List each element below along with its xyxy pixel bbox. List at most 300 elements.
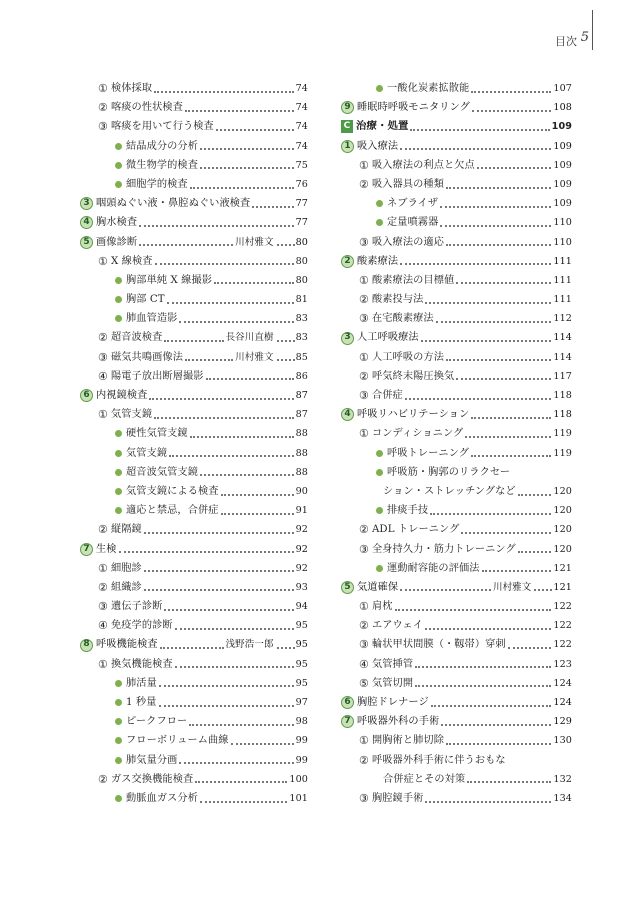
bullet-dot-icon — [115, 507, 122, 514]
section-number-badge: 9 — [341, 101, 354, 114]
dot-leader — [169, 455, 293, 457]
toc-section-entry[interactable] — [341, 578, 572, 597]
entry-title: 生検 — [96, 543, 117, 555]
entry-page-number: 117 — [553, 370, 572, 382]
entry-title: ピークフロー — [126, 716, 188, 728]
dot-leader — [189, 724, 293, 726]
dot-leader — [425, 801, 551, 803]
toc-entry[interactable] — [341, 789, 572, 808]
entry-page-number: 94 — [295, 601, 308, 613]
toc-entry[interactable] — [341, 367, 572, 386]
entry-title: 結晶成分の分析 — [126, 140, 199, 152]
entry-title: 胸水検査 — [96, 217, 138, 229]
bullet-dot-icon — [115, 757, 122, 764]
toc-entry[interactable] — [80, 328, 308, 347]
dot-leader — [467, 781, 551, 783]
dot-leader — [395, 609, 552, 611]
dot-leader — [179, 762, 293, 764]
entry-title: 合併症 — [371, 390, 403, 401]
dot-leader — [144, 570, 294, 572]
dot-leader — [221, 513, 294, 515]
entry-title: 輪状甲状間膜（・靱帯）穿刺 — [371, 639, 506, 651]
subsection-number: ③ — [359, 791, 369, 805]
dot-leader — [190, 187, 294, 189]
entry-page-number: 120 — [553, 485, 572, 497]
entry-title: 細胞学的検査 — [126, 178, 188, 190]
toc-section-entry[interactable] — [80, 540, 308, 559]
bullet-dot-icon — [115, 795, 122, 802]
entry-title: 呼気終末陽圧換気 — [371, 370, 455, 382]
entry-title: 超音波気管支鏡 — [126, 466, 199, 478]
running-header-title: 目次 — [555, 35, 577, 48]
entry-page-number: 97 — [295, 697, 308, 708]
dot-leader — [167, 302, 294, 304]
entry-page-number: 83 — [295, 332, 308, 344]
subsection-number: ① — [359, 273, 369, 287]
dot-leader — [415, 685, 551, 687]
subsection-number: ① — [359, 427, 369, 441]
section-number-badge: 8 — [80, 639, 93, 652]
section-number-badge: 4 — [341, 408, 354, 421]
entry-title: ガス交換機能検査 — [110, 773, 194, 785]
entry-page-number: 122 — [553, 639, 572, 651]
dot-leader — [119, 551, 294, 553]
toc-category-entry[interactable] — [341, 117, 572, 136]
section-number-badge: 5 — [341, 581, 354, 594]
dot-leader — [200, 801, 287, 803]
entry-page-number: 88 — [295, 466, 308, 478]
entry-page-number: 92 — [295, 524, 308, 536]
toc-entry[interactable] — [80, 597, 308, 616]
toc-entry[interactable] — [341, 482, 572, 501]
subsection-number: ③ — [359, 235, 369, 249]
subsection-number: ④ — [359, 657, 369, 671]
entry-page-number: 129 — [553, 716, 572, 728]
toc-entry[interactable] — [80, 751, 308, 770]
entry-page-number: 83 — [295, 313, 308, 325]
toc-section-entry[interactable] — [341, 405, 572, 424]
toc-entry[interactable] — [341, 540, 572, 559]
toc-entry[interactable] — [80, 693, 308, 712]
dot-leader — [415, 666, 551, 668]
entry-title: 気管挿管 — [371, 658, 414, 670]
subsection-number: ① — [98, 82, 108, 95]
entry-page-number: 92 — [295, 543, 308, 555]
entry-title: 免疫学的診断 — [110, 620, 173, 632]
toc-entry[interactable] — [341, 79, 572, 98]
toc-entry[interactable] — [341, 348, 572, 367]
toc-entry[interactable] — [80, 712, 308, 731]
entry-title: 胸腔ドレナージ — [357, 697, 429, 708]
subsection-number: ④ — [98, 369, 108, 383]
dot-leader — [400, 589, 491, 591]
entry-page-number: 120 — [553, 505, 572, 517]
dot-leader — [471, 417, 551, 419]
toc-entry[interactable] — [341, 597, 572, 616]
dot-leader — [231, 743, 294, 745]
entry-page-number: 98 — [295, 716, 308, 728]
subsection-number: ② — [359, 753, 369, 767]
entry-page-number: 121 — [553, 562, 572, 574]
section-number-badge: 7 — [80, 543, 93, 556]
toc-entry[interactable] — [341, 520, 572, 539]
toc-entry[interactable] — [80, 789, 308, 808]
dot-leader — [185, 359, 233, 361]
toc-entry[interactable] — [80, 405, 308, 424]
entry-title: 胸部単純 X 線撮影 — [126, 274, 213, 286]
entry-title: 運動耐容能の評価法 — [387, 562, 480, 574]
entry-page-number: 88 — [295, 447, 308, 459]
entry-title: 全身持久力・筋力トレーニング — [371, 543, 516, 555]
bullet-dot-icon — [376, 85, 383, 92]
bullet-dot-icon — [376, 507, 383, 514]
dot-leader — [446, 244, 551, 246]
entry-title: 治療・処置 — [356, 120, 409, 133]
entry-title: 酸素投与法 — [371, 294, 424, 306]
toc-section-entry[interactable] — [341, 98, 572, 117]
dot-leader — [164, 609, 293, 611]
toc-entry[interactable] — [80, 463, 308, 482]
toc-entry[interactable] — [341, 655, 572, 674]
dot-leader — [441, 724, 551, 726]
entry-page-number: 124 — [553, 697, 572, 708]
entry-page-number: 109 — [551, 121, 572, 133]
toc-entry[interactable] — [80, 79, 308, 98]
entry-title: コンディショニング — [371, 428, 464, 440]
entry-title: フローボリューム曲線 — [126, 735, 229, 747]
bullet-dot-icon — [376, 469, 383, 476]
toc-entry[interactable] — [80, 731, 308, 750]
dot-leader — [431, 705, 552, 707]
subsection-number: ① — [98, 561, 108, 575]
subsection-number: ③ — [359, 389, 369, 402]
entry-author: 長谷川直樹 — [225, 332, 274, 344]
toc-entry[interactable] — [80, 655, 308, 674]
entry-title: 遺伝子診断 — [110, 601, 163, 613]
header-rule — [592, 10, 593, 50]
entry-title: 動脈血ガス分析 — [126, 792, 199, 804]
dot-leader — [206, 378, 294, 380]
toc-entry[interactable] — [80, 559, 308, 578]
section-number-badge: 1 — [341, 140, 354, 153]
dot-leader — [534, 589, 552, 591]
entry-title: 胸部 CT — [126, 294, 165, 306]
entry-page-number: 109 — [553, 198, 572, 210]
entry-page-number: 120 — [553, 543, 572, 555]
entry-title: 喀痰の性状検査 — [110, 102, 183, 114]
dot-leader — [200, 474, 294, 476]
section-number-badge: 2 — [341, 255, 354, 268]
entry-page-number: 99 — [295, 735, 308, 747]
toc-entry[interactable] — [80, 271, 308, 290]
toc-entry[interactable] — [341, 424, 572, 443]
dot-leader — [160, 647, 224, 649]
entry-page-number: 74 — [295, 83, 308, 94]
entry-title: 適応と禁忌，合併症 — [126, 505, 219, 517]
dot-leader — [277, 359, 295, 361]
section-number-badge: 5 — [80, 236, 93, 249]
toc-entry[interactable] — [80, 367, 308, 386]
entry-title: 呼吸器外科手術に伴うおもな — [371, 754, 506, 766]
subsection-number: ② — [98, 101, 108, 115]
bullet-dot-icon — [115, 718, 122, 725]
entry-title: 在宅酸素療法 — [371, 313, 434, 325]
entry-title: 呼吸リハビリテーション — [357, 409, 470, 421]
toc-entry[interactable] — [80, 578, 308, 597]
entry-page-number: 92 — [295, 562, 308, 574]
toc-section-entry[interactable] — [80, 233, 308, 252]
entry-title: 肺活量 — [126, 677, 157, 689]
toc-entry[interactable] — [341, 213, 572, 232]
subsection-number: ① — [98, 254, 108, 268]
entry-title: 気管支鏡による検査 — [126, 485, 219, 497]
entry-title: 合併症とその対策 — [383, 773, 466, 785]
dot-leader — [456, 378, 551, 380]
entry-title: ネブライザ — [387, 198, 439, 210]
toc-entry[interactable] — [341, 559, 572, 578]
toc-entry[interactable] — [80, 674, 308, 693]
subsection-number: ② — [359, 619, 369, 633]
entry-title: 気管切開 — [371, 677, 414, 689]
toc-entry[interactable] — [341, 290, 572, 309]
entry-page-number: 77 — [295, 198, 308, 210]
entry-title: 呼吸器外科の手術 — [357, 716, 440, 728]
dot-leader — [482, 570, 552, 572]
toc-entry[interactable] — [341, 731, 572, 750]
subsection-number: ② — [98, 580, 108, 594]
toc-entry[interactable] — [80, 175, 308, 194]
dot-leader — [139, 244, 233, 246]
dot-leader — [400, 263, 551, 265]
dot-leader — [195, 781, 287, 783]
entry-page-number: 118 — [553, 409, 572, 421]
subsection-number: ② — [98, 523, 108, 537]
entry-page-number: 132 — [553, 773, 572, 785]
dot-leader — [405, 398, 552, 400]
dot-leader — [214, 282, 294, 284]
entry-page-number: 118 — [553, 390, 572, 401]
bullet-dot-icon — [115, 699, 122, 706]
entry-page-number: 95 — [295, 677, 308, 689]
subsection-number: ③ — [359, 638, 369, 652]
bullet-dot-icon — [115, 162, 122, 169]
toc-entry[interactable] — [341, 463, 572, 482]
toc-entry[interactable] — [341, 751, 572, 770]
toc-section-entry[interactable] — [80, 213, 308, 232]
toc-entry[interactable] — [80, 98, 308, 117]
section-number-badge: 7 — [341, 715, 354, 728]
subsection-number: ③ — [359, 312, 369, 326]
entry-page-number: 123 — [553, 658, 572, 670]
entry-title: X 線検査 — [110, 255, 153, 267]
entry-page-number: 122 — [553, 620, 572, 632]
dot-leader — [221, 494, 294, 496]
toc-entry[interactable] — [80, 309, 308, 328]
toc-entry[interactable] — [341, 501, 572, 520]
dot-leader — [164, 340, 223, 342]
toc-entry[interactable] — [341, 635, 572, 654]
dot-leader — [179, 321, 293, 323]
subsection-number: ① — [359, 600, 369, 614]
toc-entry[interactable] — [341, 156, 572, 175]
toc-section-entry[interactable] — [80, 635, 308, 654]
toc-entry[interactable] — [80, 156, 308, 175]
toc-entry[interactable] — [341, 616, 572, 635]
entry-page-number: 114 — [553, 332, 572, 344]
entry-page-number: 111 — [553, 255, 572, 267]
toc-section-entry[interactable] — [341, 328, 572, 347]
toc-section-entry[interactable] — [341, 712, 572, 731]
entry-page-number: 110 — [553, 217, 572, 229]
entry-page-number: 119 — [553, 428, 572, 440]
entry-page-number: 130 — [553, 735, 572, 747]
entry-title: 一酸化炭素拡散能 — [387, 83, 470, 94]
toc-entry[interactable] — [80, 137, 308, 156]
toc-entry[interactable] — [80, 252, 308, 271]
toc-entry[interactable] — [341, 271, 572, 290]
dot-leader — [456, 282, 551, 284]
entry-page-number: 77 — [295, 217, 308, 229]
bullet-dot-icon — [115, 181, 122, 188]
entry-title: 開胸術と肺切除 — [371, 735, 444, 747]
dot-leader — [200, 148, 294, 150]
toc-entry[interactable] — [341, 233, 572, 252]
bullet-dot-icon — [115, 469, 122, 476]
toc-entry[interactable] — [341, 444, 572, 463]
subsection-number: ② — [98, 331, 108, 345]
toc-entry[interactable] — [80, 770, 308, 789]
bullet-dot-icon — [115, 143, 122, 150]
entry-page-number: 80 — [295, 274, 308, 286]
dot-leader — [472, 110, 551, 112]
bullet-dot-icon — [115, 488, 122, 495]
dot-leader — [277, 340, 295, 342]
entry-page-number: 90 — [295, 485, 308, 497]
entry-page-number: 120 — [553, 524, 572, 536]
entry-title: ション・ストレッチングなど — [383, 485, 516, 497]
subsection-number: ① — [359, 158, 369, 172]
dot-leader — [421, 340, 552, 342]
toc-entry[interactable] — [341, 674, 572, 693]
entry-page-number: 122 — [553, 601, 572, 613]
toc-section-entry[interactable] — [80, 194, 308, 213]
entry-title: 吸入療法の利点と欠点 — [371, 159, 475, 171]
dot-leader — [200, 167, 294, 169]
toc-entry[interactable] — [341, 175, 572, 194]
subsection-number: ② — [359, 293, 369, 307]
bullet-dot-icon — [115, 737, 122, 744]
entry-page-number: 81 — [295, 294, 308, 306]
dot-leader — [425, 628, 551, 630]
dot-leader — [144, 532, 294, 534]
toc-entry[interactable] — [80, 520, 308, 539]
entry-title: エアウェイ — [371, 620, 423, 632]
toc-entry[interactable] — [80, 444, 308, 463]
entry-page-number: 87 — [295, 390, 308, 401]
entry-title: 縦隔鏡 — [110, 524, 142, 536]
toc-section-entry[interactable] — [341, 693, 572, 712]
toc-entry[interactable] — [341, 386, 572, 405]
toc-entry[interactable] — [341, 194, 572, 213]
entry-page-number: 93 — [295, 581, 308, 593]
subsection-number: ① — [98, 408, 108, 422]
toc-entry[interactable] — [80, 290, 308, 309]
toc-section-entry[interactable] — [341, 137, 572, 156]
entry-title: 画像診断 — [96, 236, 138, 248]
entry-title: 呼吸筋・胸郭のリラクセー — [387, 466, 511, 478]
section-number-badge: 3 — [341, 332, 354, 345]
entry-title: 組織診 — [110, 581, 142, 593]
dot-leader — [446, 187, 551, 189]
entry-title: 吸入療法 — [357, 140, 399, 152]
entry-title: 肩枕 — [371, 601, 393, 613]
entry-page-number: 75 — [295, 159, 308, 171]
entry-page-number: 124 — [553, 677, 572, 689]
bullet-dot-icon — [376, 219, 383, 226]
dot-leader — [430, 513, 551, 515]
entry-page-number: 100 — [289, 773, 308, 785]
entry-page-number: 112 — [553, 313, 572, 325]
dot-leader — [465, 436, 551, 438]
entry-page-number: 101 — [289, 792, 308, 804]
entry-page-number: 80 — [295, 236, 308, 248]
bullet-dot-icon — [115, 315, 122, 322]
entry-title: 吸入器具の種類 — [371, 178, 444, 190]
dot-leader — [159, 685, 294, 687]
dot-leader — [216, 129, 294, 131]
dot-leader — [410, 129, 549, 131]
entry-title: 肺血管造影 — [126, 313, 178, 325]
toc-section-entry[interactable] — [80, 386, 308, 405]
entry-page-number: 114 — [553, 351, 572, 363]
subsection-number: ① — [359, 734, 369, 748]
subsection-number: ⑤ — [359, 676, 369, 690]
entry-title: 検体採取 — [110, 83, 153, 94]
dot-leader — [185, 110, 294, 112]
dot-leader — [508, 647, 552, 649]
dot-leader — [154, 417, 293, 419]
subsection-number: ③ — [98, 600, 108, 614]
toc-entry[interactable] — [80, 117, 308, 136]
entry-author: 川村雅文 — [492, 581, 532, 593]
toc-section-entry[interactable] — [341, 252, 572, 271]
toc-entry[interactable] — [80, 482, 308, 501]
dot-leader — [446, 359, 551, 361]
toc-entry[interactable] — [341, 309, 572, 328]
dot-leader — [518, 551, 552, 553]
dot-leader — [277, 244, 295, 246]
entry-title: 吸入療法の適応 — [371, 236, 444, 248]
subsection-number: ② — [359, 177, 369, 191]
entry-title: 呼吸機能検査 — [96, 639, 158, 651]
entry-author: 川村雅文 — [235, 351, 274, 363]
dot-leader — [175, 628, 294, 630]
toc-entry[interactable] — [80, 424, 308, 443]
entry-page-number: 95 — [295, 639, 308, 651]
toc-entry[interactable] — [80, 501, 308, 520]
toc-entry[interactable] — [80, 616, 308, 635]
entry-title: 人工呼吸療法 — [357, 332, 419, 344]
entry-author: 浅野浩一郎 — [225, 639, 274, 651]
entry-title: 肺気量分画 — [126, 754, 178, 766]
toc-entry[interactable] — [80, 348, 308, 367]
dot-leader — [471, 455, 551, 457]
section-number-badge: 6 — [341, 696, 354, 709]
toc-entry[interactable] — [341, 770, 572, 789]
entry-title: 超音波検査 — [110, 332, 163, 344]
dot-leader — [139, 225, 293, 227]
dot-leader — [436, 321, 552, 323]
